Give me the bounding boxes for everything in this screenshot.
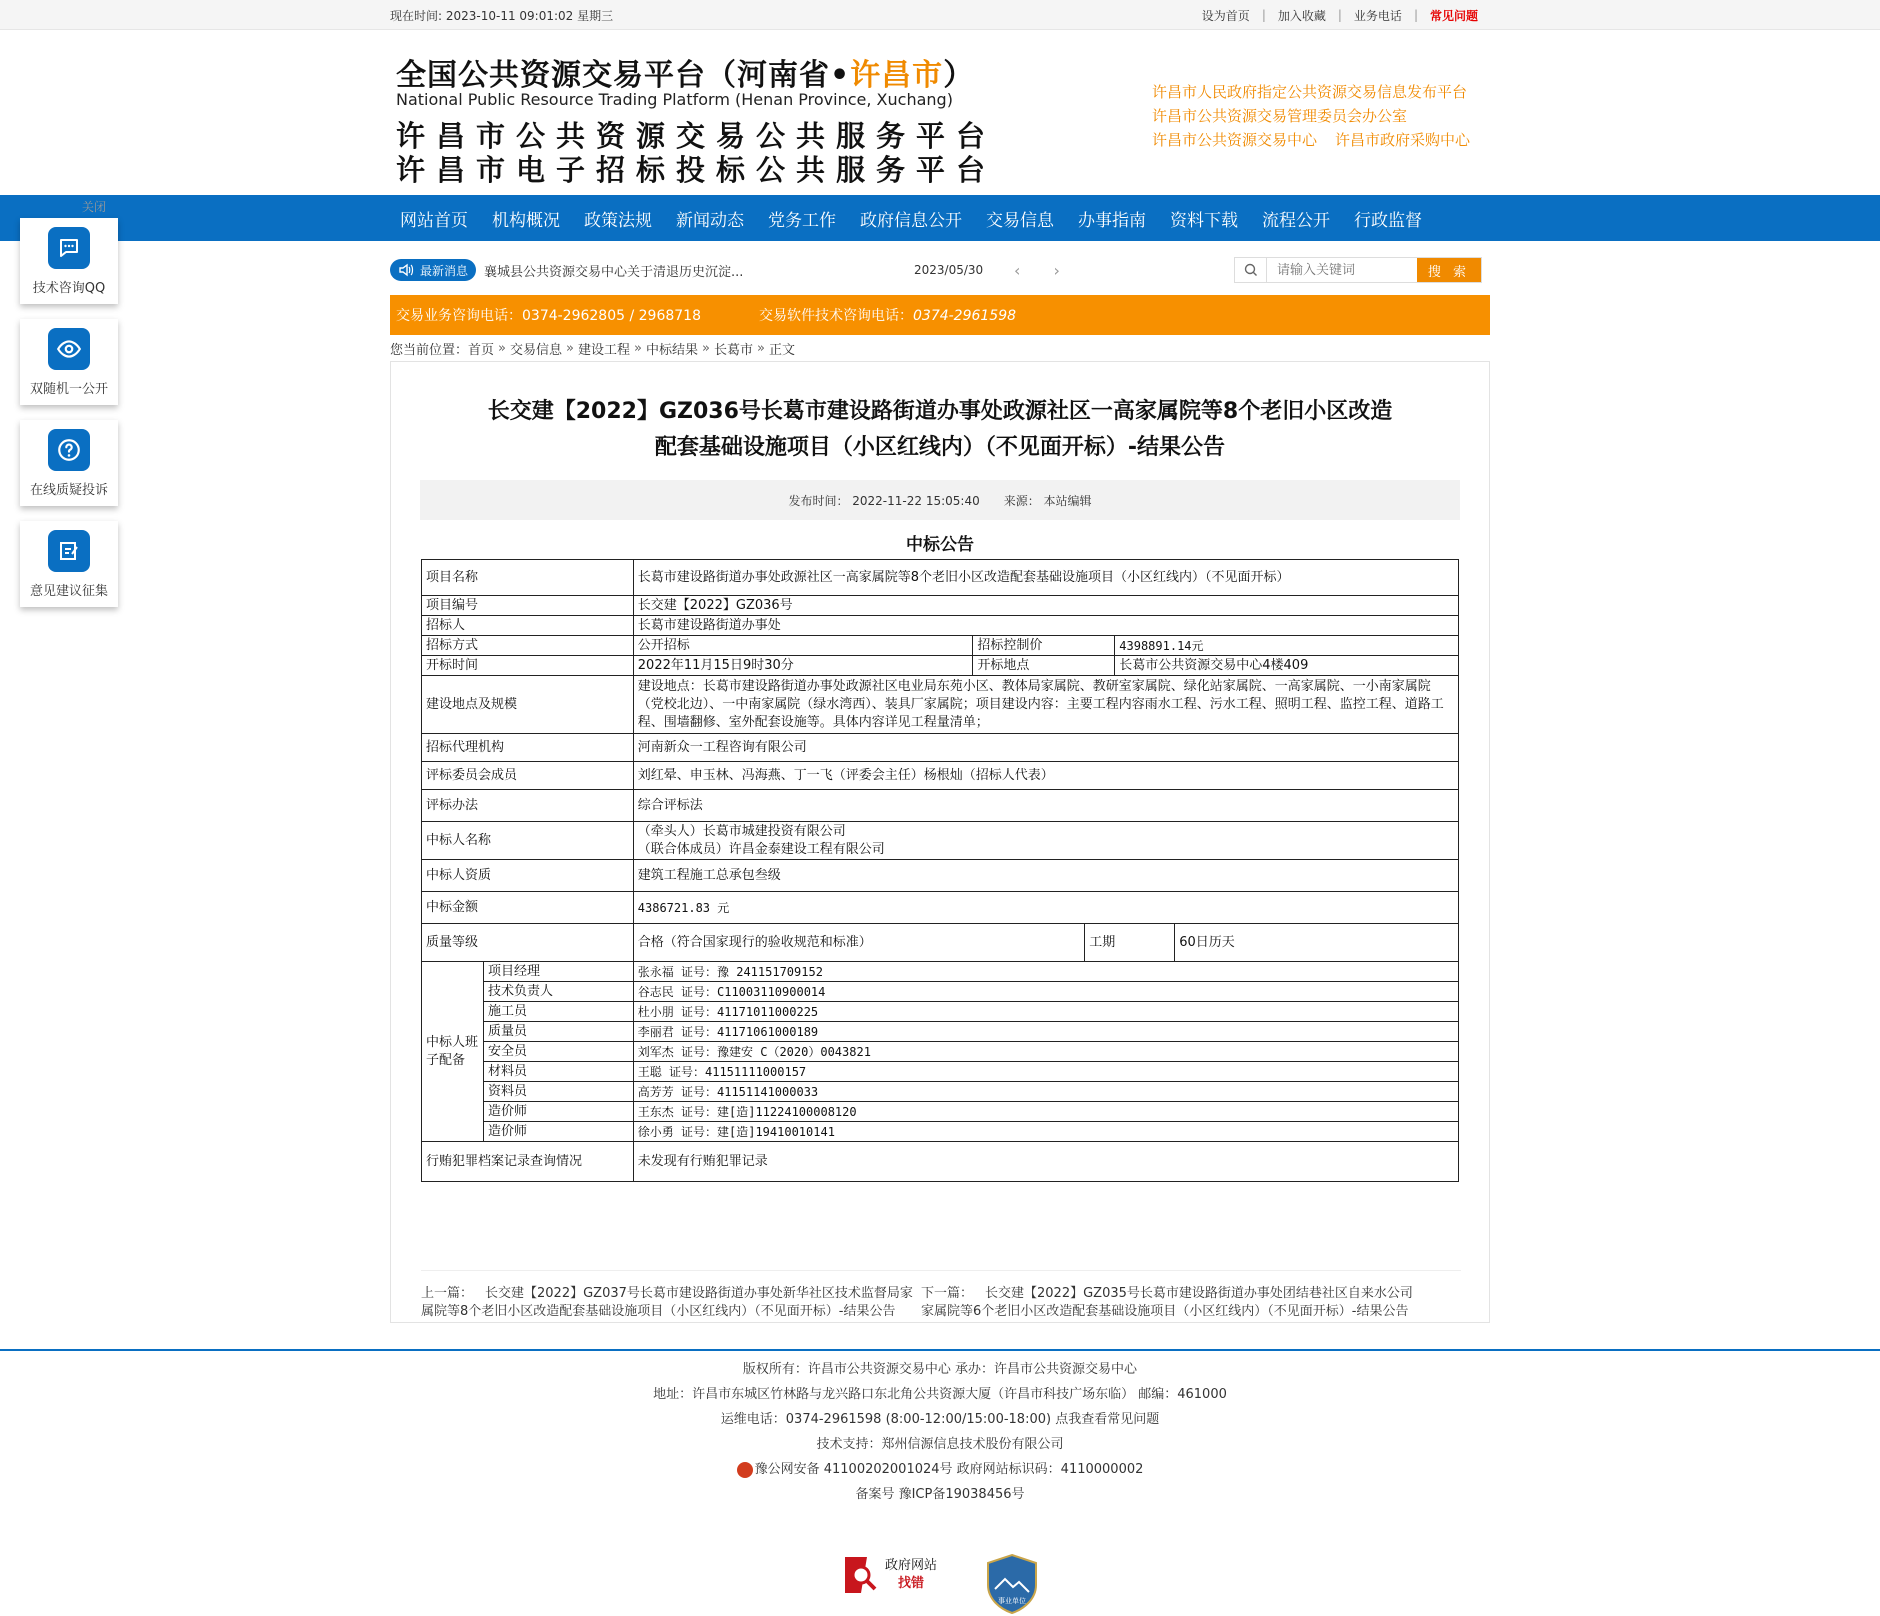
search-input[interactable] [1267, 258, 1417, 282]
table-row: 招标代理机构 河南新众一工程咨询有限公司 [422, 734, 1459, 762]
nav-organization[interactable]: 机构概况 [492, 210, 560, 231]
magnifier-icon [841, 1553, 881, 1597]
table-row: 项目名称 长葛市建设路街道办事处政源社区一高家属院等8个老旧小区改造配套基础设施项目（小区红线内）（不见面开标） [422, 560, 1459, 596]
float-close-button[interactable]: 关闭 [82, 200, 107, 214]
table-row: 中标人名称 （牵头人）长葛市城建投资有限公司 （联合体成员）许昌金泰建设工程有限公司 [422, 822, 1459, 860]
article-source: 来源： 本站编辑 [1003, 493, 1092, 508]
speaker-icon [398, 263, 414, 277]
table-row: 项目编号 长交建【2022】GZ036号 [422, 596, 1459, 616]
table-row: 中标人班子配备 项目经理 张永福 证号：豫 241151709152 [422, 962, 1459, 982]
logo-line-1: 许昌市公共资源交易公共服务平台 [396, 119, 997, 153]
footer-police-record[interactable]: 豫公网安备 41100202001024号 政府网站标识码：4110000002 [0, 1457, 1880, 1482]
nav-news[interactable]: 新闻动态 [676, 210, 744, 231]
article-meta [420, 480, 1460, 520]
floating-service-panel [20, 200, 118, 622]
edit-note-icon [48, 530, 90, 572]
footer-badges [0, 1553, 1880, 1615]
double-random-button[interactable]: 双随机一公开 [20, 319, 118, 405]
table-row: 中标金额 4386721.83 元 [422, 892, 1459, 924]
table-row: 中标人资质 建筑工程施工总承包叁级 [422, 860, 1459, 892]
search-box [1234, 257, 1482, 283]
nav-guide[interactable]: 办事指南 [1078, 210, 1146, 231]
next-article-link[interactable]: 长交建【2022】GZ035号长葛市建设路街道办事处团结巷社区自来水公司家属院等6个老旧小区改造配套基础设施项目（小区红线内）（不见面开标）-结果公告 [921, 1286, 1413, 1319]
qq-consult-button[interactable]: 技术咨询QQ [20, 218, 118, 304]
footer-copyright: 版权所有：许昌市公共资源交易中心 承办：许昌市公共资源交易中心 [742, 1362, 1138, 1377]
table-row: 材料员 王聪 证号：41151111000157 [422, 1062, 1459, 1082]
logo-english: National Public Resource Trading Platform (Henan Province, Xuchang) [396, 90, 953, 109]
article-container [390, 361, 1490, 1323]
logo-title[interactable]: 全国公共资源交易平台（河南省•许昌市） [396, 58, 975, 93]
article-title: 长交建【2022】GZ036号长葛市建设路街道办事处政源社区一高家属院等8个老旧小区改造 配套基础设施项目（小区红线内）（不见面开标）-结果公告 [487, 399, 1393, 460]
current-time: 现在时间: 2023-10-11 09:01:02 星期三 [390, 8, 614, 23]
breadcrumb: 您当前位置： 首页 » 交易信息 » 建设工程 » 中标结果 » 长葛市 » 正文 [390, 340, 795, 358]
prev-article-link[interactable]: 长交建【2022】GZ037号长葛市建设路街道办事处新华社区技术监督局家属院等8个老旧小区改造配套基础设施项目（小区红线内）（不见面开标）-结果公告 [421, 1286, 913, 1319]
search-button[interactable]: 搜 索 [1417, 258, 1481, 282]
prev-next-nav [421, 1270, 1461, 1321]
table-row: 质量员 李丽君 证号：41171061000189 [422, 1022, 1459, 1042]
table-row: 造价师 徐小勇 证号：建[造]19410010141 [422, 1122, 1459, 1142]
hotline-bar [390, 295, 1490, 335]
bid-result-table [421, 559, 1459, 1182]
news-date: 2023/05/30 [914, 263, 984, 277]
table-row: 资料员 高芳芳 证号：41151141000033 [422, 1082, 1459, 1102]
nav-supervision[interactable]: 行政监督 [1354, 210, 1422, 231]
nav-download[interactable]: 资料下载 [1170, 210, 1238, 231]
suggestion-button[interactable]: 意见建议征集 [20, 521, 118, 607]
software-hotline: 交易软件技术咨询电话：0374-2961598 [759, 308, 1017, 324]
nav-party[interactable]: 党务工作 [768, 210, 836, 231]
table-row: 技术负责人 谷志民 证号：C11003110900014 [422, 982, 1459, 1002]
main-nav [0, 195, 1880, 241]
business-hotline: 交易业务咨询电话：0374-2962805 / 2968718 [396, 308, 701, 324]
breadcrumb-construction[interactable]: 建设工程 [577, 342, 630, 358]
table-row: 评标委员会成员 刘红晕、申玉林、冯海燕、丁一飞（评委会主任）杨根灿（招标人代表） [422, 762, 1459, 790]
faq-link[interactable]: 常见问题 [1429, 8, 1478, 23]
table-row: 造价师 王东杰 证号：建[造]11224100008120 [422, 1102, 1459, 1122]
question-icon [48, 429, 90, 471]
public-institution-badge[interactable] [985, 1553, 1039, 1615]
set-homepage-link[interactable]: 设为首页 [1201, 8, 1250, 23]
footer-tech-support: 技术支持：郑州信源信息技术股份有限公司 [816, 1437, 1064, 1452]
table-row: 行贿犯罪档案记录查询情况 未发现有行贿犯罪记录 [422, 1142, 1459, 1182]
header-slogan: 许昌市人民政府指定公共资源交易信息发布平台 许昌市公共资源交易管理委员会办公室 许昌市公共资源交易中心 许昌市政府采购中心 [1151, 83, 1470, 149]
table-row: 施工员 杜小朋 证号：41171011000225 [422, 1002, 1459, 1022]
table-row: 招标方式 公开招标 招标控制价 4398891.14元 [422, 636, 1459, 656]
news-scroll-arrows[interactable]: ‹ › [1014, 260, 1074, 280]
notice-title: 中标公告 [906, 535, 974, 555]
add-favorite-link[interactable]: 加入收藏 [1277, 8, 1326, 23]
breadcrumb-trade-info[interactable]: 交易信息 [510, 342, 563, 358]
nav-home[interactable]: 网站首页 [400, 210, 468, 231]
table-row: 评标办法 综合评标法 [422, 790, 1459, 822]
nav-policy[interactable]: 政策法规 [584, 210, 652, 231]
footer-address: 地址：许昌市东城区竹林路与龙兴路口东北角公共资源大厦（许昌市科技广场东临） 邮编：461000 [653, 1387, 1227, 1402]
search-icon [1235, 258, 1267, 282]
site-footer [0, 1349, 1880, 1615]
prev-article: 上一篇： 长交建【2022】GZ037号长葛市建设路街道办事处新华社区技术监督局家属院等8个老旧小区改造配套基础设施项目（小区红线内）（不见面开标）-结果公告 [421, 1286, 913, 1319]
table-row: 安全员 刘军杰 证号：豫建安 C（2020）0043821 [422, 1042, 1459, 1062]
nav-process[interactable]: 流程公开 [1262, 210, 1330, 231]
breadcrumb-current: 正文 [768, 342, 795, 358]
business-phone-link[interactable]: 业务电话 [1353, 8, 1402, 23]
nav-trade-info[interactable]: 交易信息 [986, 210, 1054, 231]
table-row: 开标时间 2022年11月15日9时30分 开标地点 长葛市公共资源交易中心4楼409 [422, 656, 1459, 676]
news-badge: 最新消息 [390, 259, 476, 281]
breadcrumb-home[interactable]: 首页 [468, 342, 495, 358]
table-row: 质量等级 合格（符合国家现行的验收规范和标准） 工期 60日历天 [422, 924, 1459, 962]
svg-text:事业单位: 事业单位 [998, 1597, 1026, 1605]
top-links: 设为首页 | 加入收藏 | 业务电话 | 常见问题 [1190, 7, 1490, 24]
footer-support-phone[interactable]: 运维电话：0374-2961598 (8:00-12:00/15:00-18:00) 点我查看常见问题 [720, 1412, 1160, 1427]
online-complaint-button[interactable]: 在线质疑投诉 [20, 420, 118, 506]
police-badge-icon [737, 1462, 753, 1478]
gov-site-error-badge[interactable]: 政府网站 找错 [841, 1553, 945, 1597]
nav-gov-info[interactable]: 政府信息公开 [860, 210, 962, 231]
eye-icon [48, 328, 90, 370]
footer-icp[interactable]: 备案号 豫ICP备19038456号 [855, 1487, 1025, 1502]
site-header [390, 30, 1490, 195]
logo-line-2: 许昌市电子招标投标公共服务平台 [396, 153, 997, 187]
news-bar [390, 255, 1490, 285]
publish-time: 发布时间： 2022-11-22 15:05:40 [788, 493, 980, 508]
top-bar [0, 0, 1880, 30]
breadcrumb-changge[interactable]: 长葛市 [713, 342, 753, 358]
news-headline-link[interactable]: 襄城县公共资源交易中心关于清退历史沉淀... [484, 264, 744, 280]
chat-bubble-icon [48, 227, 90, 269]
table-row: 建设地点及规模 建设地点：长葛市建设路街道办事处政源社区电业局东苑小区、教体局家属院、教研室家属院、绿化站家属院、一高家属院、一小南家属院（党校北边）、一中南家属院（绿水湾西）、装具厂家属院；项目建设内容：主要工程内容雨水工程、污水工程、照明工程、监控工程、道路工程、围墙翻修、室外配套设施等。具体内容详见工程量清单； [422, 676, 1459, 734]
breadcrumb-bid-result[interactable]: 中标结果 [645, 342, 698, 358]
table-row: 招标人 长葛市建设路街道办事处 [422, 616, 1459, 636]
next-article: 下一篇： 长交建【2022】GZ035号长葛市建设路街道办事处团结巷社区自来水公司家属院等6个老旧小区改造配套基础设施项目（小区红线内）（不见面开标）-结果公告 [921, 1286, 1413, 1319]
